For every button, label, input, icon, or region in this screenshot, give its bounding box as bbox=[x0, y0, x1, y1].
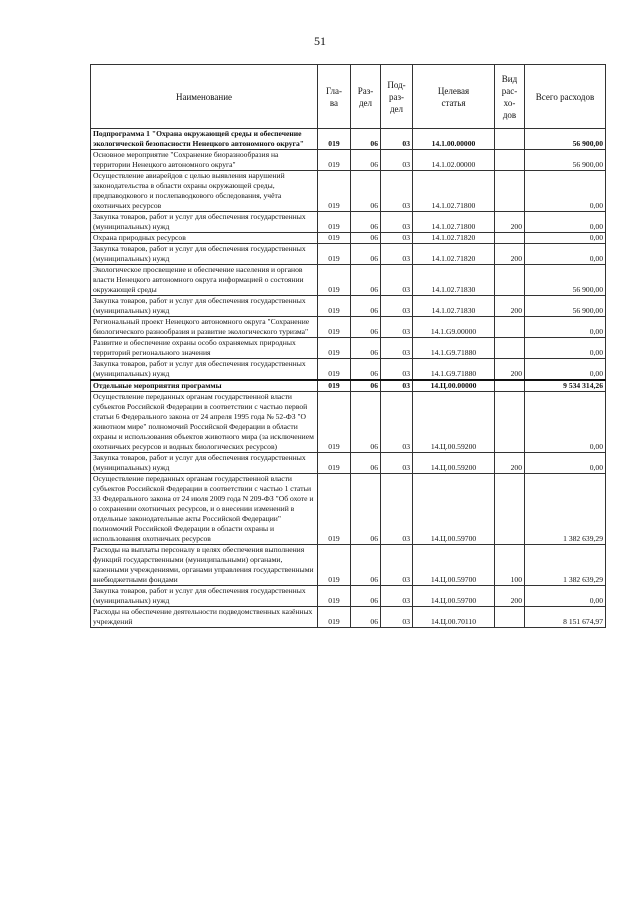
row-total: 0,00 bbox=[525, 453, 606, 474]
row-podrazdel: 03 bbox=[381, 545, 413, 586]
row-podrazdel: 03 bbox=[381, 607, 413, 628]
row-target-article: 14.Ц.00.59200 bbox=[413, 392, 495, 453]
row-expense-type: 200 bbox=[495, 212, 525, 233]
row-podrazdel: 03 bbox=[381, 359, 413, 381]
row-expense-type bbox=[495, 150, 525, 171]
row-target-article: 14.Ц.00.00000 bbox=[413, 380, 495, 392]
row-total: 56 900,00 bbox=[525, 150, 606, 171]
row-total: 1 382 639,29 bbox=[525, 474, 606, 545]
budget-table bbox=[90, 64, 606, 628]
table-row bbox=[91, 453, 606, 474]
row-expense-type bbox=[495, 171, 525, 212]
row-name: Закупка товаров, работ и услуг для обеспечения государственных (муниципальных) нужд bbox=[91, 212, 318, 233]
row-target-article: 14.1.02.71830 bbox=[413, 265, 495, 296]
row-glava: 019 bbox=[318, 171, 351, 212]
row-target-article: 14.Ц.00.59200 bbox=[413, 453, 495, 474]
row-glava: 019 bbox=[318, 392, 351, 453]
row-glava: 019 bbox=[318, 129, 351, 150]
header-razdel: Раз- дел bbox=[351, 65, 381, 129]
row-total: 0,00 bbox=[525, 317, 606, 338]
row-expense-type: 200 bbox=[495, 244, 525, 265]
row-glava: 019 bbox=[318, 296, 351, 317]
row-razdel: 06 bbox=[351, 233, 381, 244]
row-name: Осуществление переданных органам государственной власти субъектов Российской Федерации в соответствии с частью первой статьи 6 Федерального закона от 24 апреля 1995 года № 52-ФЗ "О животном мире" полномочий Российской Федерации в области охраны и использования объектов животного мира (за исключением охотничьих ресурсов и водных биологических ресурсов) bbox=[91, 392, 318, 453]
row-glava: 019 bbox=[318, 317, 351, 338]
row-target-article: 14.1.02.71800 bbox=[413, 212, 495, 233]
row-podrazdel: 03 bbox=[381, 212, 413, 233]
row-podrazdel: 03 bbox=[381, 265, 413, 296]
table-row bbox=[91, 150, 606, 171]
row-name: Развитие и обеспечение охраны особо охраняемых природных территорий регионального значения bbox=[91, 338, 318, 359]
table-row bbox=[91, 296, 606, 317]
row-razdel: 06 bbox=[351, 129, 381, 150]
table-header-row bbox=[91, 65, 606, 129]
row-name: Осуществление авиарейдов с целью выявления нарушений законодательства в области охраны окружающей среды, предпаводкового и послепаводкового обследования, учёта охотничьих ресурсов bbox=[91, 171, 318, 212]
row-razdel: 06 bbox=[351, 586, 381, 607]
row-podrazdel: 03 bbox=[381, 474, 413, 545]
row-name: Расходы на обеспечение деятельности подведомственных казённых учреждений bbox=[91, 607, 318, 628]
row-glava: 019 bbox=[318, 244, 351, 265]
table-row bbox=[91, 338, 606, 359]
row-name: Региональный проект Ненецкого автономного округа "Сохранение биологического разнообразия и развитие экологического туризма" bbox=[91, 317, 318, 338]
row-name: Основное мероприятие "Сохранение биоразнообразия на территории Ненецкого автономного округа" bbox=[91, 150, 318, 171]
page-number: 51 bbox=[314, 34, 326, 48]
row-total: 9 534 314,26 bbox=[525, 380, 606, 392]
row-glava: 019 bbox=[318, 359, 351, 381]
header-target-article: Целевая статья bbox=[413, 65, 495, 129]
row-glava: 019 bbox=[318, 453, 351, 474]
row-name: Расходы на выплаты персоналу в целях обеспечения выполнения функций государственными (муниципальными) органами, казенными учреждениями, органами управления государственными внебюджетными фондами bbox=[91, 545, 318, 586]
row-total: 0,00 bbox=[525, 359, 606, 381]
row-razdel: 06 bbox=[351, 212, 381, 233]
table-row bbox=[91, 212, 606, 233]
table-row bbox=[91, 233, 606, 244]
header-name: Наименование bbox=[91, 65, 318, 129]
row-target-article: 14.Ц.00.59700 bbox=[413, 474, 495, 545]
row-podrazdel: 03 bbox=[381, 150, 413, 171]
row-target-article: 14.1.G9.71880 bbox=[413, 338, 495, 359]
header-expense-type: Вид рас- хо- дов bbox=[495, 65, 525, 129]
row-total: 1 382 639,29 bbox=[525, 545, 606, 586]
row-target-article: 14.1.G9.71880 bbox=[413, 359, 495, 381]
row-expense-type bbox=[495, 474, 525, 545]
row-target-article: 14.Ц.00.59700 bbox=[413, 586, 495, 607]
row-podrazdel: 03 bbox=[381, 296, 413, 317]
row-target-article: 14.1.02.00000 bbox=[413, 150, 495, 171]
row-razdel: 06 bbox=[351, 338, 381, 359]
row-name: Закупка товаров, работ и услуг для обеспечения государственных (муниципальных) нужд bbox=[91, 586, 318, 607]
row-podrazdel: 03 bbox=[381, 453, 413, 474]
row-glava: 019 bbox=[318, 474, 351, 545]
row-razdel: 06 bbox=[351, 474, 381, 545]
table-row bbox=[91, 129, 606, 150]
row-total: 0,00 bbox=[525, 244, 606, 265]
row-target-article: 14.1.00.00000 bbox=[413, 129, 495, 150]
row-glava: 019 bbox=[318, 233, 351, 244]
row-total: 8 151 674,97 bbox=[525, 607, 606, 628]
row-expense-type: 200 bbox=[495, 359, 525, 381]
row-name: Закупка товаров, работ и услуг для обеспечения государственных (муниципальных) нужд bbox=[91, 453, 318, 474]
row-name: Экологическое просвещение и обеспечение населения и органов власти Ненецкого автономного округа информацией о состоянии окружающей среды bbox=[91, 265, 318, 296]
row-expense-type bbox=[495, 380, 525, 392]
row-target-article: 14.Ц.00.70110 bbox=[413, 607, 495, 628]
row-expense-type bbox=[495, 129, 525, 150]
row-expense-type bbox=[495, 392, 525, 453]
row-total: 56 900,00 bbox=[525, 296, 606, 317]
row-name: Закупка товаров, работ и услуг для обеспечения государственных (муниципальных) нужд bbox=[91, 296, 318, 317]
row-expense-type: 200 bbox=[495, 453, 525, 474]
row-name: Отдельные мероприятия программы bbox=[91, 380, 318, 392]
header-total: Всего расходов bbox=[525, 65, 606, 129]
row-total: 0,00 bbox=[525, 171, 606, 212]
row-podrazdel: 03 bbox=[381, 233, 413, 244]
table-row bbox=[91, 317, 606, 338]
row-expense-type bbox=[495, 317, 525, 338]
row-expense-type bbox=[495, 607, 525, 628]
row-podrazdel: 03 bbox=[381, 586, 413, 607]
row-glava: 019 bbox=[318, 545, 351, 586]
row-expense-type: 200 bbox=[495, 586, 525, 607]
row-razdel: 06 bbox=[351, 380, 381, 392]
row-name: Закупка товаров, работ и услуг для обеспечения государственных (муниципальных) нужд bbox=[91, 244, 318, 265]
table-row bbox=[91, 244, 606, 265]
row-razdel: 06 bbox=[351, 392, 381, 453]
row-target-article: 14.1.02.71830 bbox=[413, 296, 495, 317]
row-razdel: 06 bbox=[351, 453, 381, 474]
row-total: 56 900,00 bbox=[525, 129, 606, 150]
row-target-article: 14.1.G9.00000 bbox=[413, 317, 495, 338]
row-podrazdel: 03 bbox=[381, 171, 413, 212]
header-podrazdel: Под- раз- дел bbox=[381, 65, 413, 129]
row-podrazdel: 03 bbox=[381, 338, 413, 359]
row-glava: 019 bbox=[318, 212, 351, 233]
row-total: 0,00 bbox=[525, 392, 606, 453]
table-body bbox=[91, 129, 606, 628]
table-row bbox=[91, 586, 606, 607]
row-name: Подпрограмма 1 "Охрана окружающей среды и обеспечение экологической безопасности Ненецкого автономного округа" bbox=[91, 129, 318, 150]
row-razdel: 06 bbox=[351, 171, 381, 212]
row-podrazdel: 03 bbox=[381, 317, 413, 338]
table-row bbox=[91, 607, 606, 628]
row-total: 0,00 bbox=[525, 586, 606, 607]
table-row bbox=[91, 171, 606, 212]
row-expense-type: 200 bbox=[495, 296, 525, 317]
row-razdel: 06 bbox=[351, 607, 381, 628]
row-expense-type bbox=[495, 265, 525, 296]
row-razdel: 06 bbox=[351, 150, 381, 171]
row-podrazdel: 03 bbox=[381, 392, 413, 453]
row-razdel: 06 bbox=[351, 296, 381, 317]
row-podrazdel: 03 bbox=[381, 244, 413, 265]
row-podrazdel: 03 bbox=[381, 129, 413, 150]
header-glava: Гла- ва bbox=[318, 65, 351, 129]
table-row bbox=[91, 359, 606, 381]
table-row bbox=[91, 265, 606, 296]
row-total: 0,00 bbox=[525, 212, 606, 233]
table-row bbox=[91, 392, 606, 453]
row-razdel: 06 bbox=[351, 359, 381, 381]
row-target-article: 14.1.02.71800 bbox=[413, 171, 495, 212]
row-podrazdel: 03 bbox=[381, 380, 413, 392]
row-expense-type bbox=[495, 338, 525, 359]
row-glava: 019 bbox=[318, 265, 351, 296]
row-razdel: 06 bbox=[351, 265, 381, 296]
row-razdel: 06 bbox=[351, 244, 381, 265]
row-target-article: 14.Ц.00.59700 bbox=[413, 545, 495, 586]
row-razdel: 06 bbox=[351, 545, 381, 586]
row-glava: 019 bbox=[318, 586, 351, 607]
row-razdel: 06 bbox=[351, 317, 381, 338]
row-total: 0,00 bbox=[525, 338, 606, 359]
table-row bbox=[91, 545, 606, 586]
row-glava: 019 bbox=[318, 150, 351, 171]
row-expense-type: 100 bbox=[495, 545, 525, 586]
row-target-article: 14.1.02.71820 bbox=[413, 244, 495, 265]
row-total: 0,00 bbox=[525, 233, 606, 244]
table-row bbox=[91, 380, 606, 392]
row-name: Осуществление переданных органам государственной власти субъектов Российской Федерации в соответствии с частью 1 статьи 33 Федерального закона от 24 июля 2009 года N 209-ФЗ "Об охоте и о сохранении охотничьих ресурсов, и о внесении изменений в отдельные законодательные акты Российской Федерации" полномочий Российской Федерации в области охраны и использования охотничьих ресурсов bbox=[91, 474, 318, 545]
row-name: Закупка товаров, работ и услуг для обеспечения государственных (муниципальных) нужд bbox=[91, 359, 318, 381]
row-total: 56 900,00 bbox=[525, 265, 606, 296]
row-glava: 019 bbox=[318, 338, 351, 359]
row-name: Охрана природных ресурсов bbox=[91, 233, 318, 244]
row-glava: 019 bbox=[318, 607, 351, 628]
row-target-article: 14.1.02.71820 bbox=[413, 233, 495, 244]
table-row bbox=[91, 474, 606, 545]
row-expense-type bbox=[495, 233, 525, 244]
row-glava: 019 bbox=[318, 380, 351, 392]
